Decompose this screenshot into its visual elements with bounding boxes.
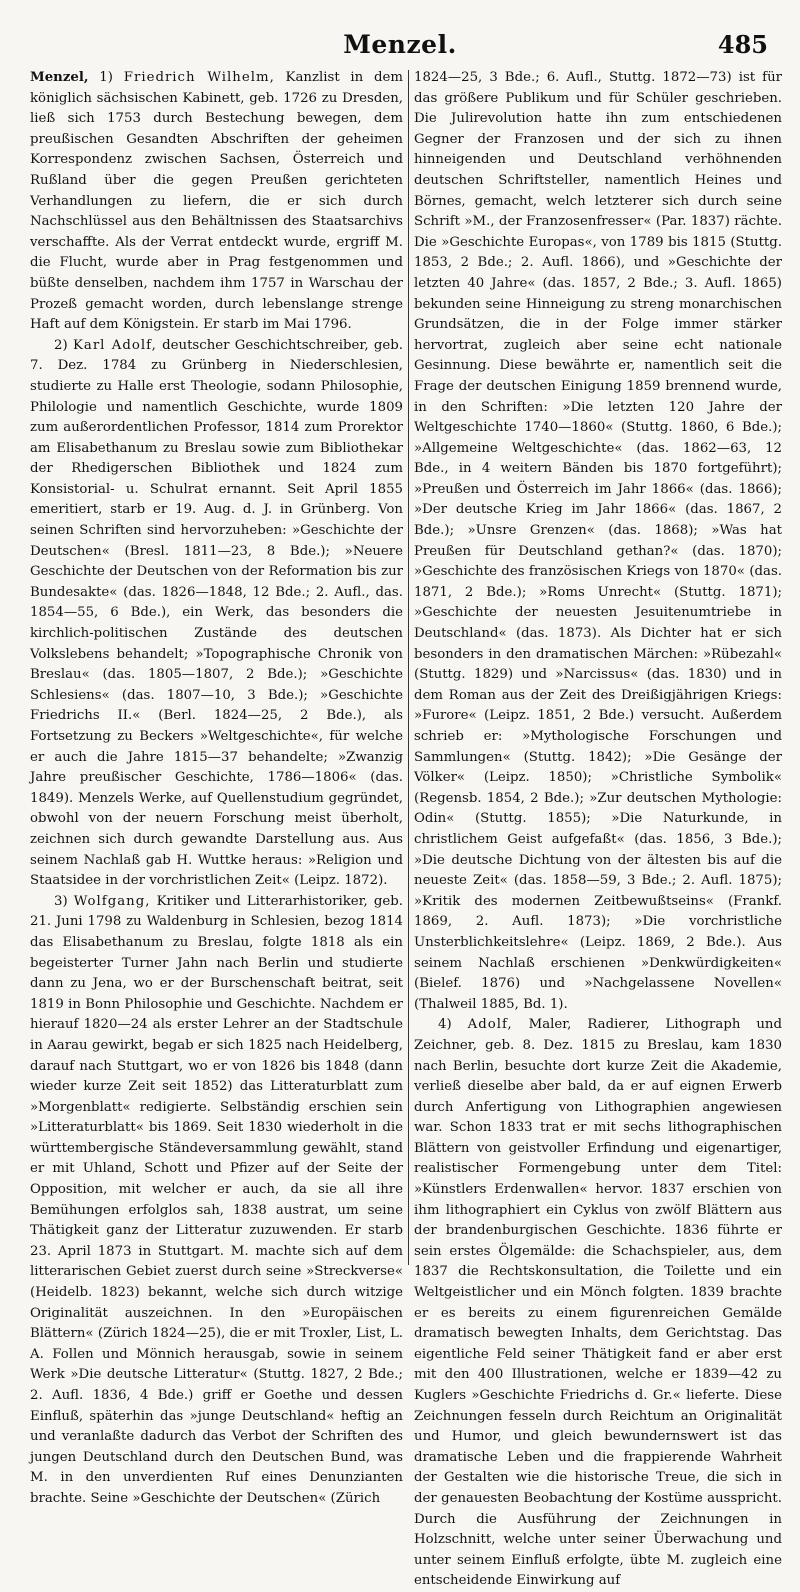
- page-number: 485: [717, 30, 768, 59]
- entry-name: Karl Adolf,: [72, 337, 157, 353]
- entry-number: 3): [54, 893, 74, 909]
- page-header: [0, 22, 800, 62]
- column-rule: [408, 70, 409, 1265]
- entry-number: 2): [54, 337, 73, 353]
- entry-text: Maler, Radierer, Lithograph und Zeichner, geb. 8. Dez. 1815 zu Breslau, kam 1830 nach Berlin, besuchte dort kurze Zeit die Akademie, verließ dieselbe aber bald, da er auf eignen Erwerb durch Anfertigung von Lithographien angewiesen war. Schon 1833 trat er mit sechs lithographischen Blättern von geistvoller Erfindung und eigenartiger, realistischer Formengebung unter dem Titel: »Künstlers Erdenwallen« hervor. 1837 erschien von ihm lithographiert ein Cyklus von zwölf Blättern aus der brandenburgischen Geschichte. 1836 führte er sein erstes Ölgemälde: die Schachspieler, aus, dem 1837 die Rechtskonsultation, die Toilette und ein Weltgeistlicher und ein Mönch folgten. 1839 brachte er es bereits zu einem figurenreichen Gemälde dramatisch bewegten Inhalts, dem Gerichtstag. Das eigentliche Feld seiner Thätigkeit fand er aber erst mit den 400 Illustrationen, welche er 1839—42 zu Kuglers »Geschichte Friedrichs d. Gr.« lieferte. Diese Zeichnungen fesseln durch Reichtum an Originalität und Humor, und gleich bewundernswert ist das dramatische Leben und die frappierende Wahrheit der Gestalten wie die historische Treue, die sich in der genauesten Beobachtung der Kostüme ausspricht. Durch die Ausführung der Zeichnungen in Holzschnitt, welche unter seiner Überwachung und unter seinem Einfluß erfolgte, übte M. zugleich eine entscheidende Einwirkung auf: [414, 1017, 782, 1589]
- headword: Menzel,: [30, 70, 89, 85]
- entry-number: 1): [88, 70, 124, 85]
- running-head: Menzel.: [343, 30, 457, 59]
- entry-name: Adolf,: [467, 1017, 513, 1033]
- entry-name: Friedrich Wilhelm,: [123, 70, 275, 85]
- entry-name: Wolfgang,: [73, 893, 151, 909]
- entry-number: 4): [438, 1017, 468, 1033]
- entry-text: Kanzlist in dem königlich sächsischen Kabinett, geb. 1726 zu Dresden, ließ sich 1753 durch Bestechung bewegen, dem preußischen Gesandten Abschriften der geheimen Korrespondenz zwischen Sachsen, Österreich und Rußland über die gegen Preußen gerichteten Verhandlungen zu liefern, die er sich durch Nachschlüssel aus den Behältnissen des Staatsarchivs verschaffte. Als der Verrat entdeckt wurde, ergriff M. die Flucht, wurde aber in Prag festgenommen und büßte denselben, nachdem ihm 1757 in Warschau der Prozeß gemacht worden, durch lebenslange strenge Haft auf dem Königstein. Er starb im Mai 1796.: [30, 70, 403, 333]
- entry-text: deutscher Geschichtschreiber, geb. 7. Dez. 1784 zu Grünberg in Niederschlesien, studierte zu Halle erst Theologie, sodann Philosophie, Philologie und namentlich Geschichte, wurde 1809 zum außerordentlichen Professor, 1814 zum Prorektor am Elisabethanum zu Breslau sowie zum Bibliothekar der Rhedigerschen Bibliothek und 1824 zum Konsistorial- u. Schulrat ernannt. Seit April 1855 emeritiert, starb er 19. Aug. d. J. in Grünberg. Von seinen Schriften sind hervorzuheben: »Geschichte der Deutschen« (Bresl. 1811—23, 8 Bde.); »Neuere Geschichte der Deutschen von der Reformation bis zur Bundesakte« (das. 1826—1848, 12 Bde.; 2. Aufl., das. 1854—55, 6 Bde.), ein Werk, das besonders die kirchlich-politischen Zustände des deutschen Volkslebens behandelt; »Topographische Chronik von Breslau« (das. 1805—1807, 2 Bde.); »Geschichte Schlesiens« (das. 1807—10, 3 Bde.); »Geschichte Friedrichs II.« (Berl. 1824—25, 2 Bde.), als Fortsetzung zu Beckers »Weltgeschichte«, für welche er auch die Jahre 1815—37 behandelte; »Zwanzig Jahre preußischer Geschichte, 1786—1806« (das. 1849). Menzels Werke, auf Quellenstudium gegründet, obwohl von der neuern Forschung meist überholt, zeichnen sich durch gewandte Darstellung aus. Aus seinem Nachlaß gab H. Wuttke heraus: »Religion und Staatsidee in der vorchristlichen Zeit« (Leipz. 1872).: [30, 337, 403, 889]
- entry-karl-adolf: [30, 336, 403, 892]
- entry-adolf: [414, 1015, 782, 1592]
- entry-friedrich-wilhelm: [30, 68, 403, 336]
- right-column: [414, 68, 782, 1589]
- entry-wolfgang: [30, 892, 403, 1510]
- entry-wolfgang-continued: 1824—25, 3 Bde.; 6. Aufl., Stuttg. 1872—73) ist für das größere Publikum und für Schüler geschrieben. Die Julirevolution hatte ihn zum entschiedenen Gegner der Franzosen und der sich zu ihnen hinneigenden und Deutschland verhöhnenden deutschen Schriftsteller, namentlich Heines und Börnes, gemacht, welch letzterer sich durch seine Schrift »M., der Franzosenfresser« (Par. 1837) rächte. Die »Geschichte Europas«, von 1789 bis 1815 (Stuttg. 1853, 2 Bde.; 2. Aufl. 1866), und »Geschichte der letzten 40 Jahre« (das. 1857, 2 Bde.; 3. Aufl. 1865) bekunden seine Hinneigung zu streng monarchischen Grundsätzen, die in der Folge immer stärker hervortrat, zugleich aber seine echt nationale Gesinnung. Diese bewährte er, namentlich seit die Frage der deutschen Einigung 1859 brennend wurde, in den Schriften: »Die letzten 120 Jahre der Weltgeschichte 1740—1860« (Stuttg. 1860, 6 Bde.); »Allgemeine Weltgeschichte« (das. 1862—63, 12 Bde., in 4 weitern Bänden bis 1870 fortgeführt); »Preußen und Österreich im Jahr 1866« (das. 1866); »Der deutsche Krieg im Jahr 1866« (das. 1867, 2 Bde.); »Unsre Grenzen« (das. 1868); »Was hat Preußen für Deutschland gethan?« (das. 1870); »Geschichte des französischen Kriegs von 1870« (das. 1871, 2 Bde.); »Roms Unrecht« (Stuttg. 1871); »Geschichte der neuesten Jesuitenumtriebe in Deutschland« (das. 1873). Als Dichter hat er sich besonders in den dramatischen Märchen: »Rübezahl« (Stuttg. 1829) und »Narcissus« (das. 1830) und in dem Roman aus der Zeit des Dreißigjährigen Kriegs: »Furore« (Leipz. 1851, 2 Bde.) versucht. Außerdem schrieb er: »Mythologische Forschungen und Sammlungen« (Stuttg. 1842); »Die Gesänge der Völker« (Leipz. 1850); »Christliche Symbolik« (Regensb. 1854, 2 Bde.); »Zur deutschen Mythologie: Odin« (Stuttg. 1855); »Die Naturkunde, in christlichem Geist aufgefaßt« (das. 1856, 3 Bde.); »Die deutsche Dichtung von der ältesten bis auf die neueste Zeit« (das. 1858—59, 3 Bde.; 2. Aufl. 1875); »Kritik des modernen Zeitbewußtseins« (Frankf. 1869, 2. Aufl. 1873); »Die vorchristliche Unsterblichkeitslehre« (Leipz. 1869, 2 Bde.). Aus seinem Nachlaß erschienen »Denkwürdigkeiten« (Bielef. 1876) und »Nachgelassene Novellen« (Thalweil 1885, Bd. 1).: [414, 70, 782, 1012]
- entry-text: Kritiker und Litterarhistoriker, geb. 21. Juni 1798 zu Waldenburg in Schlesien, bezog 1814 das Elisabethanum zu Breslau, folgte 1818 als ein begeisterter Turner Jahn nach Berlin und studierte dann zu Jena, wo er der Burschenschaft beitrat, seit 1819 in Bonn Philosophie und Geschichte. Nachdem er hierauf 1820—24 als erster Lehrer an der Stadtschule in Aarau gewirkt, begab er sich 1825 nach Heidelberg, darauf nach Stuttgart, wo er von 1826 bis 1848 (dann wieder kurze Zeit seit 1852) das Litteraturblatt zum »Morgenblatt« redigierte. Selbständig erschien sein »Litteraturblatt« bis 1869. Seit 1830 wiederholt in die württembergische Ständeversammlung gewählt, stand er mit Uhland, Schott und Pfizer auf der Seite der Opposition, mit welcher er auch, da sie all ihre Bemühungen erfolglos sah, 1838 austrat, um seine Thätigkeit ganz der Litteratur zuzuwenden. Er starb 23. April 1873 in Stuttgart. M. machte sich auf dem litterarischen Gebiet zuerst durch seine »Streckverse« (Heidelb. 1823) bekannt, welche sich durch witzige Originalität auszeichnen. In den »Europäischen Blättern« (Zürich 1824—25), die er mit Troxler, List, L. A. Follen und Mönnich herausgab, sowie in seinem Werk »Die deutsche Litteratur« (Stuttg. 1827, 2 Bde.; 2. Aufl. 1836, 4 Bde.) griff er Goethe und dessen Einfluß, späterhin das »junge Deutschland« heftig an und veranlaßte dadurch das Verbot der Schriften des jungen Deutschland durch den Deutschen Bund, was M. in den unverdienten Ruf eines Denunzianten brachte. Seine »Geschichte der Deutschen« (Zürich: [30, 893, 404, 1506]
- left-column: [30, 68, 404, 1506]
